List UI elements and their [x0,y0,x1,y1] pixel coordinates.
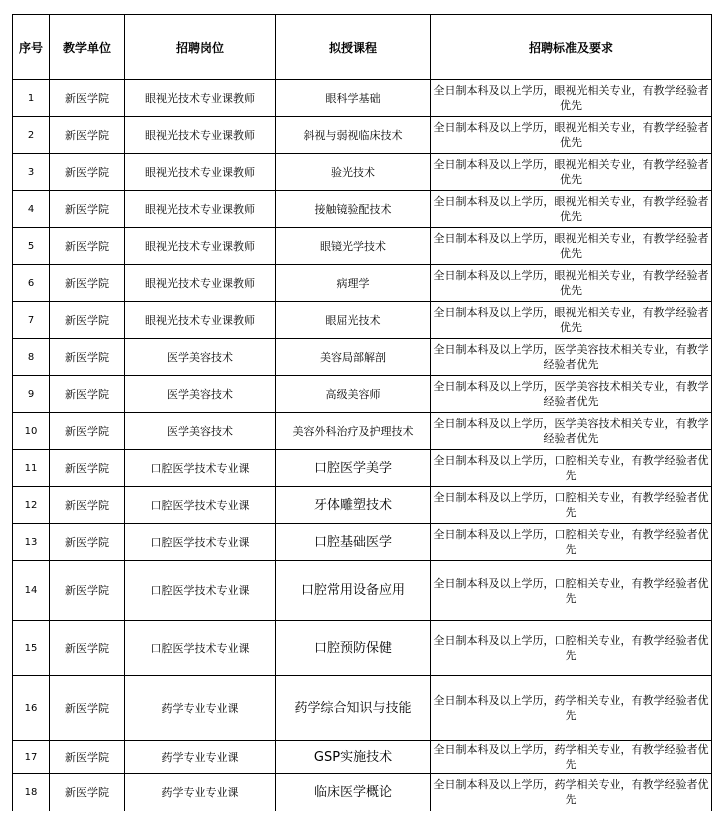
header-unit: 教学单位 [50,15,125,80]
course-name: 验光技术 [276,154,431,191]
teaching-unit: 新医学院 [50,376,125,413]
teaching-unit: 新医学院 [50,741,125,774]
position-name: 药学专业专业课 [125,774,276,811]
row-number: 16 [13,676,50,741]
position-name: 口腔医学技术专业课 [125,524,276,561]
header-course: 拟授课程 [276,15,431,80]
header-position: 招聘岗位 [125,15,276,80]
course-name: 美容局部解剖 [276,339,431,376]
course-name: 临床医学概论 [276,774,431,811]
course-name: 口腔医学美学 [276,450,431,487]
table-row [13,154,712,191]
teaching-unit: 新医学院 [50,450,125,487]
course-name: 斜视与弱视临床技术 [276,117,431,154]
requirements: 全日制本科及以上学历，眼视光相关专业，有教学经验者优先 [431,154,712,191]
table-header-row [13,15,712,80]
requirements: 全日制本科及以上学历，药学相关专业，有教学经验者优先 [431,676,712,741]
teaching-unit: 新医学院 [50,339,125,376]
row-number: 7 [13,302,50,339]
position-name: 医学美容技术 [125,413,276,450]
requirements: 全日制本科及以上学历，眼视光相关专业，有教学经验者优先 [431,117,712,154]
position-name: 眼视光技术专业课教师 [125,154,276,191]
table-row [13,191,712,228]
table-row [13,413,712,450]
table-row [13,228,712,265]
course-name: 接触镜验配技术 [276,191,431,228]
requirements: 全日制本科及以上学历，医学美容技术相关专业，有教学经验者优先 [431,413,712,450]
table-row [13,117,712,154]
course-name: 眼屈光技术 [276,302,431,339]
row-number: 6 [13,265,50,302]
row-number: 5 [13,228,50,265]
teaching-unit: 新医学院 [50,524,125,561]
position-name: 医学美容技术 [125,376,276,413]
teaching-unit: 新医学院 [50,561,125,621]
teaching-unit: 新医学院 [50,487,125,524]
requirements: 全日制本科及以上学历，口腔相关专业，有教学经验者优先 [431,621,712,676]
header-no: 序号 [13,15,50,80]
teaching-unit: 新医学院 [50,413,125,450]
course-name: 病理学 [276,265,431,302]
course-name: 眼科学基础 [276,80,431,117]
table-row [13,621,712,676]
table-row [13,450,712,487]
table-row [13,676,712,741]
requirements: 全日制本科及以上学历，药学相关专业，有教学经验者优先 [431,741,712,774]
requirements: 全日制本科及以上学历，药学相关专业，有教学经验者优先 [431,774,712,811]
position-name: 眼视光技术专业课教师 [125,117,276,154]
table-row [13,376,712,413]
requirements: 全日制本科及以上学历，眼视光相关专业，有教学经验者优先 [431,265,712,302]
requirements: 全日制本科及以上学历，口腔相关专业，有教学经验者优先 [431,561,712,621]
course-name: 眼镜光学技术 [276,228,431,265]
position-name: 药学专业专业课 [125,676,276,741]
teaching-unit: 新医学院 [50,621,125,676]
position-name: 口腔医学技术专业课 [125,487,276,524]
row-number: 8 [13,339,50,376]
requirements: 全日制本科及以上学历，口腔相关专业，有教学经验者优先 [431,450,712,487]
teaching-unit: 新医学院 [50,676,125,741]
course-name: GSP实施技术 [276,741,431,774]
row-number: 15 [13,621,50,676]
row-number: 14 [13,561,50,621]
table-row [13,339,712,376]
position-name: 药学专业专业课 [125,741,276,774]
table-row [13,302,712,339]
position-name: 眼视光技术专业课教师 [125,228,276,265]
row-number: 3 [13,154,50,191]
teaching-unit: 新医学院 [50,265,125,302]
requirements: 全日制本科及以上学历，眼视光相关专业，有教学经验者优先 [431,191,712,228]
position-name: 医学美容技术 [125,339,276,376]
requirements: 全日制本科及以上学历，医学美容技术相关专业，有教学经验者优先 [431,376,712,413]
requirements: 全日制本科及以上学历，口腔相关专业，有教学经验者优先 [431,487,712,524]
row-number: 12 [13,487,50,524]
row-number: 11 [13,450,50,487]
teaching-unit: 新医学院 [50,191,125,228]
course-name: 高级美容师 [276,376,431,413]
teaching-unit: 新医学院 [50,228,125,265]
position-name: 口腔医学技术专业课 [125,450,276,487]
table-row [13,80,712,117]
requirements: 全日制本科及以上学历，眼视光相关专业，有教学经验者优先 [431,302,712,339]
row-number: 18 [13,774,50,811]
teaching-unit: 新医学院 [50,302,125,339]
position-name: 眼视光技术专业课教师 [125,265,276,302]
position-name: 口腔医学技术专业课 [125,621,276,676]
position-name: 口腔医学技术专业课 [125,561,276,621]
row-number: 4 [13,191,50,228]
table-row [13,265,712,302]
requirements: 全日制本科及以上学历，医学美容技术相关专业，有教学经验者优先 [431,339,712,376]
position-name: 眼视光技术专业课教师 [125,80,276,117]
row-number: 17 [13,741,50,774]
requirements: 全日制本科及以上学历，眼视光相关专业，有教学经验者优先 [431,228,712,265]
table-row [13,561,712,621]
course-name: 美容外科治疗及护理技术 [276,413,431,450]
row-number: 13 [13,524,50,561]
position-name: 眼视光技术专业课教师 [125,191,276,228]
row-number: 10 [13,413,50,450]
course-name: 药学综合知识与技能 [276,676,431,741]
requirements: 全日制本科及以上学历，眼视光相关专业，有教学经验者优先 [431,80,712,117]
course-name: 口腔预防保健 [276,621,431,676]
row-number: 2 [13,117,50,154]
teaching-unit: 新医学院 [50,154,125,191]
table-row [13,741,712,774]
header-requirements: 招聘标准及要求 [431,15,712,80]
requirements: 全日制本科及以上学历，口腔相关专业，有教学经验者优先 [431,524,712,561]
position-name: 眼视光技术专业课教师 [125,302,276,339]
recruitment-table [12,14,712,811]
teaching-unit: 新医学院 [50,774,125,811]
row-number: 9 [13,376,50,413]
course-name: 牙体雕塑技术 [276,487,431,524]
teaching-unit: 新医学院 [50,117,125,154]
table-body [13,80,712,811]
course-name: 口腔基础医学 [276,524,431,561]
table-row [13,524,712,561]
table-row [13,487,712,524]
table-row [13,774,712,811]
teaching-unit: 新医学院 [50,80,125,117]
row-number: 1 [13,80,50,117]
course-name: 口腔常用设备应用 [276,561,431,621]
